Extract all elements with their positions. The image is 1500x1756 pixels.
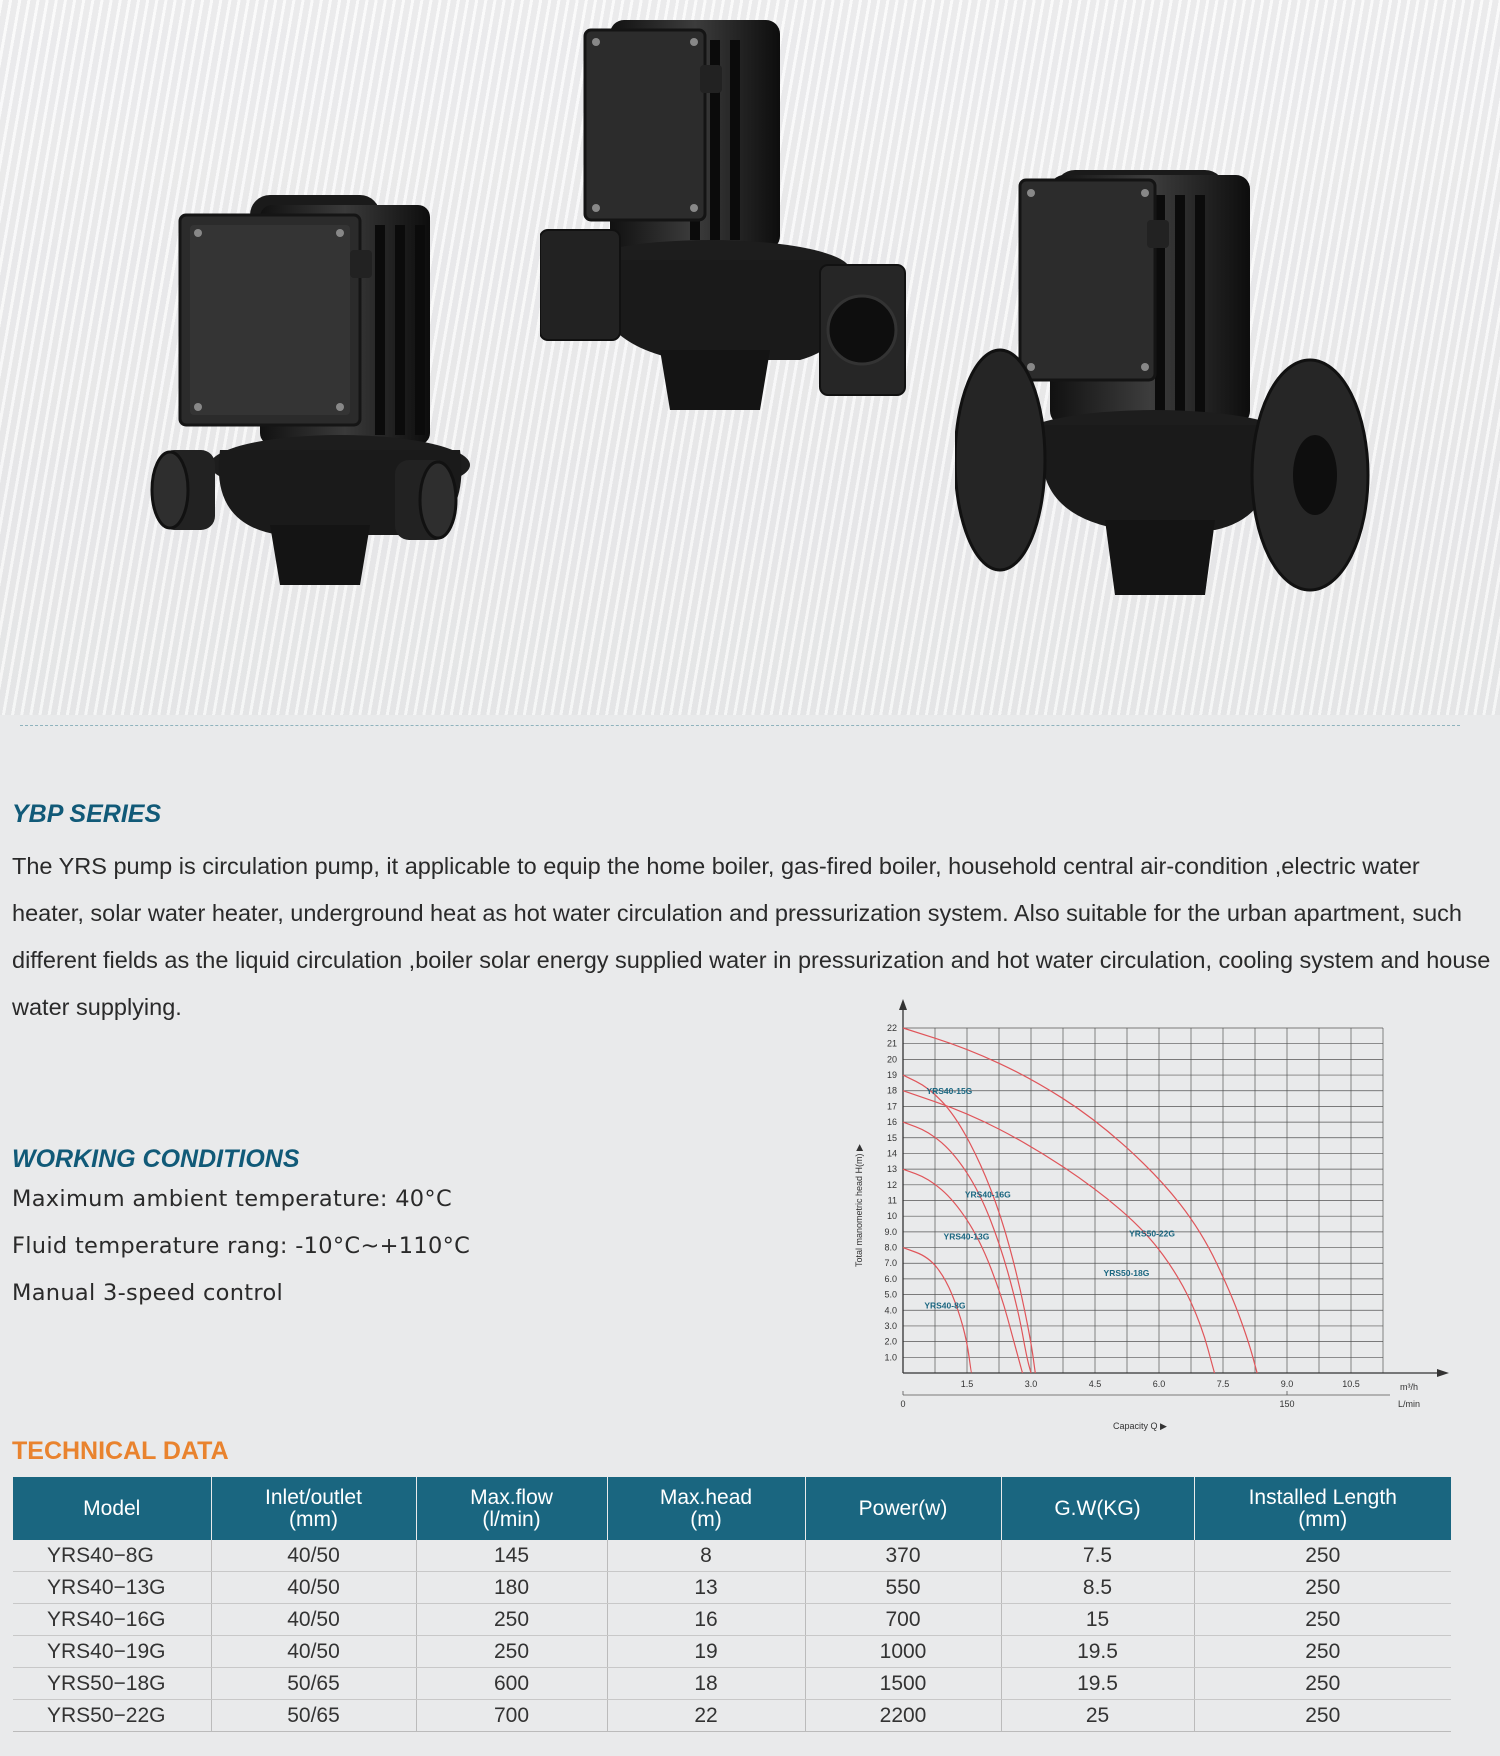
cell-power: 370	[805, 1540, 1001, 1572]
cell-power: 2200	[805, 1700, 1001, 1732]
cell-inlet-outlet: 40/50	[211, 1572, 416, 1604]
cell-model: YRS40−16G	[13, 1604, 211, 1636]
cell-inlet-outlet: 50/65	[211, 1668, 416, 1700]
x-axis-title: Capacity Q ▶	[1113, 1421, 1167, 1431]
y-tick-label: 8.0	[884, 1242, 897, 1253]
y-tick-label: 18	[886, 1085, 897, 1096]
x-tick-label-primary: 1.5	[960, 1379, 974, 1389]
y-tick-label: 15	[886, 1132, 897, 1143]
x-tick-label-secondary: 0	[900, 1399, 906, 1409]
cell-max-flow: 700	[416, 1700, 607, 1732]
cell-gross-weight: 8.5	[1001, 1572, 1194, 1604]
x-unit-secondary: L/min	[1398, 1399, 1421, 1409]
y-tick-label: 9.0	[884, 1226, 897, 1237]
pump-image-square-flange	[540, 20, 920, 440]
cell-max-head: 19	[607, 1636, 805, 1668]
curve-label: YRS50-18G	[1103, 1267, 1150, 1278]
cell-installed-length: 250	[1194, 1668, 1451, 1700]
y-tick-label: 16	[886, 1117, 897, 1128]
series-title: YBP SERIES	[12, 800, 162, 828]
technical-data-title: TECHNICAL DATA	[12, 1437, 229, 1465]
x-tick-label-secondary: 150	[1279, 1399, 1295, 1409]
product-hero	[0, 0, 1500, 715]
table-row	[13, 1540, 1451, 1572]
x-axis-arrow-icon	[1437, 1369, 1449, 1377]
cell-max-flow: 250	[416, 1636, 607, 1668]
col-header-gross-weight: G.W(KG)	[1001, 1477, 1194, 1540]
section-divider	[20, 725, 1460, 726]
condition-ambient-temp: Maximum ambient temperature: 40°C	[12, 1186, 452, 1212]
y-tick-label: 11	[887, 1195, 897, 1206]
cell-model: YRS50−18G	[13, 1668, 211, 1700]
performance-chart	[845, 995, 1455, 1445]
cell-max-head: 8	[607, 1540, 805, 1572]
cell-max-head: 13	[607, 1572, 805, 1604]
curve-yrs40-13g	[903, 1169, 1022, 1373]
y-tick-label: 3.0	[884, 1320, 897, 1331]
table-row	[13, 1700, 1451, 1732]
y-tick-label: 6.0	[884, 1273, 897, 1284]
cell-max-head: 22	[607, 1700, 805, 1732]
table-row	[13, 1572, 1451, 1604]
y-tick-label: 19	[886, 1070, 897, 1081]
cell-inlet-outlet: 40/50	[211, 1604, 416, 1636]
cell-max-flow: 600	[416, 1668, 607, 1700]
cell-max-flow: 250	[416, 1604, 607, 1636]
curve-label: YRS50-22G	[1129, 1228, 1175, 1239]
cell-gross-weight: 19.5	[1001, 1636, 1194, 1668]
cell-power: 1000	[805, 1636, 1001, 1668]
cell-model: YRS40−8G	[13, 1540, 211, 1572]
y-axis-title: Total manometric head H(m) ▶	[854, 1144, 864, 1267]
curve-label: YRS40-16G	[964, 1189, 1011, 1200]
cell-installed-length: 250	[1194, 1604, 1451, 1636]
technical-data-table	[13, 1477, 1451, 1732]
y-tick-label: 21	[886, 1038, 897, 1049]
cell-model: YRS40−19G	[13, 1636, 211, 1668]
pump-image-round-flange	[955, 165, 1375, 615]
cell-gross-weight: 25	[1001, 1700, 1194, 1732]
cell-installed-length: 250	[1194, 1540, 1451, 1572]
curve-label: YRS40-15G	[926, 1085, 973, 1096]
cell-installed-length: 250	[1194, 1636, 1451, 1668]
x-tick-label-primary: 10.5	[1342, 1379, 1360, 1389]
y-tick-label: 14	[886, 1148, 897, 1159]
cell-power: 550	[805, 1572, 1001, 1604]
table-row	[13, 1604, 1451, 1636]
cell-installed-length: 250	[1194, 1700, 1451, 1732]
col-header-max-head: Max.head (m)	[607, 1477, 805, 1540]
cell-max-head: 18	[607, 1668, 805, 1700]
y-tick-label: 1.0	[884, 1352, 897, 1363]
table-row	[13, 1668, 1451, 1700]
cell-power: 1500	[805, 1668, 1001, 1700]
y-tick-label: 10	[886, 1211, 897, 1222]
y-tick-label: 2.0	[884, 1336, 897, 1347]
y-tick-label: 20	[886, 1054, 897, 1065]
y-tick-label: 12	[886, 1179, 897, 1190]
cell-inlet-outlet: 50/65	[211, 1700, 416, 1732]
col-header-installed-length: Installed Length (mm)	[1194, 1477, 1451, 1540]
col-header-power: Power(w)	[805, 1477, 1001, 1540]
condition-speed-control: Manual 3-speed control	[12, 1280, 284, 1306]
cell-model: YRS40−13G	[13, 1572, 211, 1604]
pump-image-threaded	[150, 195, 500, 595]
y-tick-label: 5.0	[884, 1289, 897, 1300]
x-tick-label-primary: 9.0	[1280, 1379, 1294, 1389]
cell-installed-length: 250	[1194, 1572, 1451, 1604]
y-tick-label: 17	[886, 1101, 897, 1112]
col-header-inlet-outlet: Inlet/outlet (mm)	[211, 1477, 416, 1540]
cell-max-flow: 180	[416, 1572, 607, 1604]
cell-max-head: 16	[607, 1604, 805, 1636]
table-header-row	[13, 1477, 1451, 1540]
x-tick-label-primary: 6.0	[1152, 1379, 1166, 1389]
y-tick-label: 22	[886, 1023, 897, 1033]
x-tick-label-primary: 3.0	[1024, 1379, 1038, 1389]
cell-gross-weight: 19.5	[1001, 1668, 1194, 1700]
cell-inlet-outlet: 40/50	[211, 1636, 416, 1668]
cell-max-flow: 145	[416, 1540, 607, 1572]
y-axis-arrow-icon	[899, 999, 907, 1010]
cell-inlet-outlet: 40/50	[211, 1540, 416, 1572]
description-paragraph: The YRS pump is circulation pump, it applicable to equip the home boiler, gas-fired boiler, household central air-condition ,electric water heater, solar water heater, underground heat as hot water circulation and pressurization system. Also suitable for the urban apartment, such different fields as the liquid circulation ,boiler solar energy supplied water in pressurization and hot water circulation, cooling system and house water supplying.	[12, 853, 1491, 1020]
working-conditions-title: WORKING CONDITIONS	[12, 1145, 300, 1173]
y-tick-label: 7.0	[884, 1258, 897, 1269]
curve-label: YRS40-8G	[924, 1300, 966, 1311]
cell-gross-weight: 7.5	[1001, 1540, 1194, 1572]
col-header-model: Model	[13, 1477, 211, 1540]
y-tick-label: 13	[886, 1164, 897, 1175]
x-tick-label-primary: 4.5	[1088, 1379, 1102, 1389]
cell-gross-weight: 15	[1001, 1604, 1194, 1636]
y-tick-label: 4.0	[884, 1305, 897, 1316]
x-tick-label-primary: 7.5	[1216, 1379, 1230, 1389]
cell-power: 700	[805, 1604, 1001, 1636]
curve-label: YRS40-13G	[943, 1231, 990, 1242]
x-unit-primary: m³/h	[1400, 1382, 1418, 1392]
cell-model: YRS50−22G	[13, 1700, 211, 1732]
condition-fluid-temp: Fluid temperature rang: -10°C~+110°C	[12, 1233, 471, 1259]
table-row	[13, 1636, 1451, 1668]
col-header-max-flow: Max.flow (l/min)	[416, 1477, 607, 1540]
